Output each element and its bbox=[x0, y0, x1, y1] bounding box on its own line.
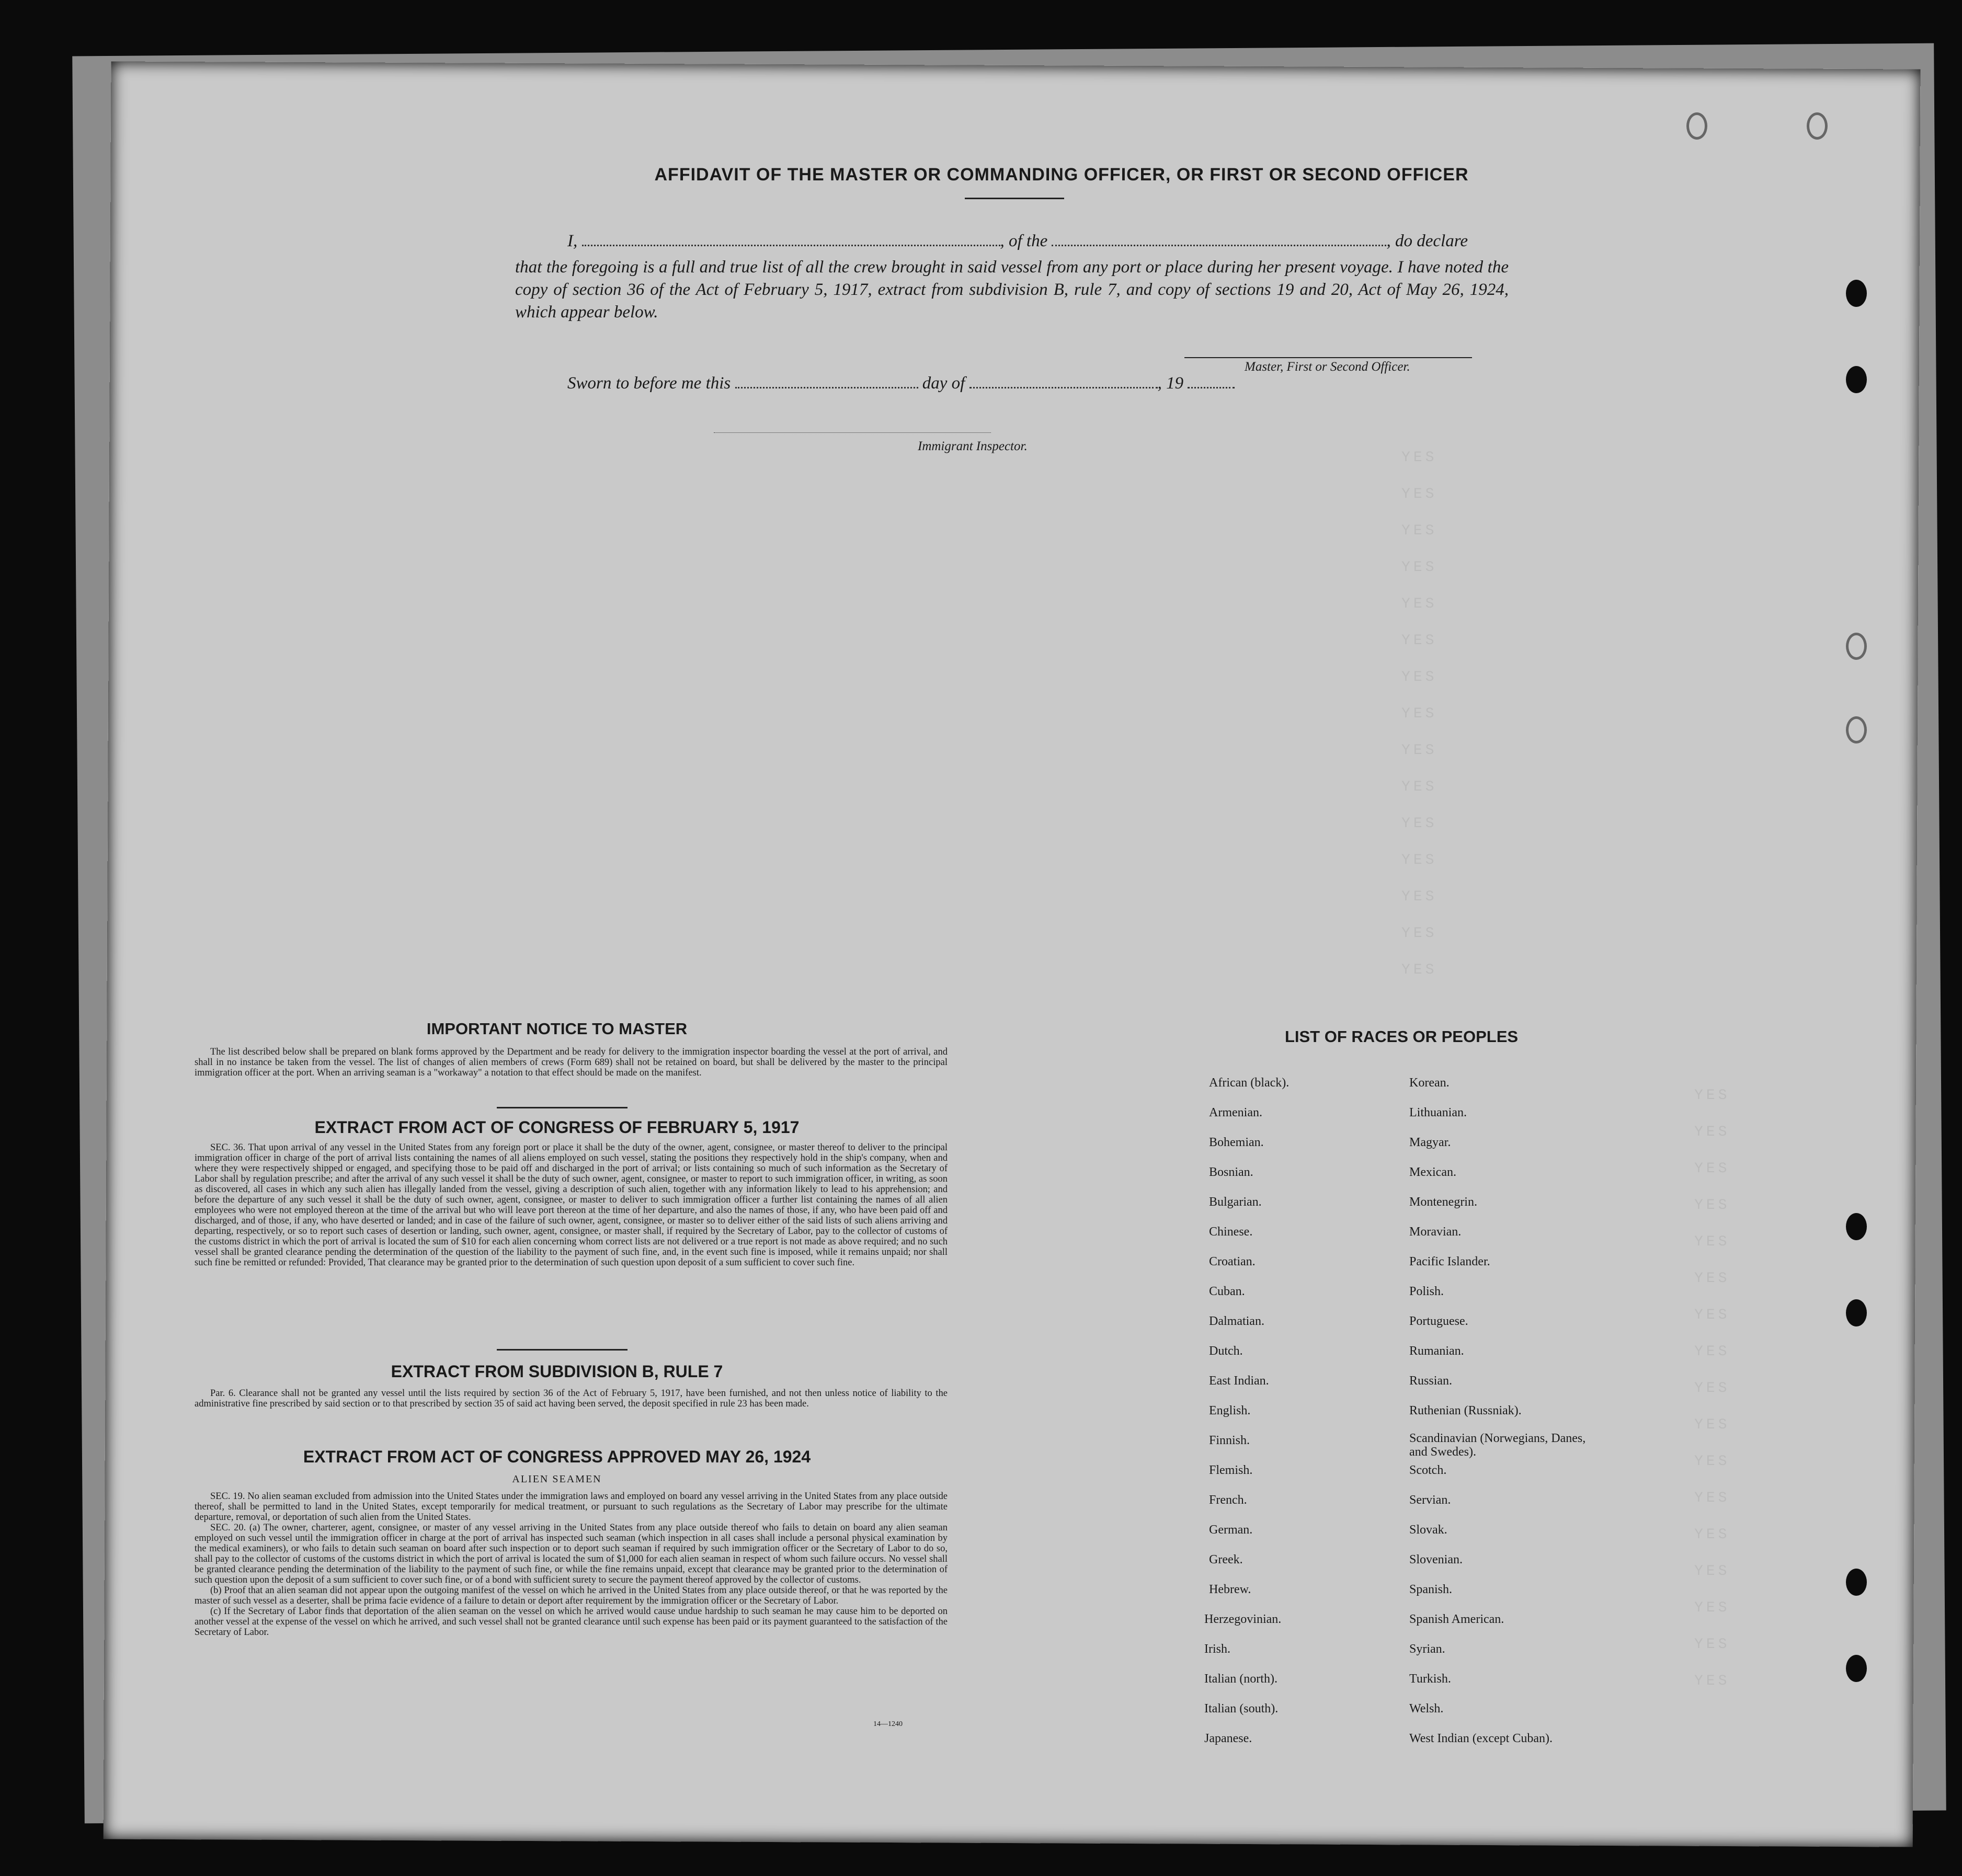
race-item: Korean. bbox=[1409, 1076, 1450, 1090]
race-item: Finnish. bbox=[1209, 1434, 1250, 1447]
race-item: Italian (south). bbox=[1204, 1702, 1279, 1715]
race-item: Bosnian. bbox=[1209, 1165, 1253, 1179]
race-item: Italian (north). bbox=[1204, 1672, 1277, 1686]
race-item: Japanese. bbox=[1204, 1732, 1252, 1745]
race-item: Portuguese. bbox=[1409, 1314, 1468, 1328]
of-the-label: , of the bbox=[1000, 232, 1048, 250]
officer-name-field[interactable] bbox=[582, 230, 1000, 246]
declaration-line bbox=[567, 230, 1509, 251]
sec-20a-paragraph: SEC. 20. (a) The owner, charterer, agent, consignee, or master of any vessel arriving in the United States from any place outside thereof who fails to detain on board any alien seaman employed on such vessel until the immigration officer in charge at the port of arrival has inspected such seaman (which inspection in all cases shall include a personal physical examination by the medical examiners), or who fails to detain such seaman on board after such inspection or to deport such seaman if required by such immigration officer or the Secretary of Labor to do so, shall pay to the collector of customs of the customs district in which the port of arrival is located the sum of $1,000 for each alien seaman in respect of whom such failure occurs. No vessel shall be granted clearance pending the determination of the liability to the payment of such fine, or while the fine remains unpaid, except that clearance may be granted prior to the determination of such question upon the deposit of a sum sufficient to cover such fine, or of a bond with sufficient surety to secure the payment thereof approved by the collector of customs. bbox=[195, 1523, 948, 1585]
race-item: Slovak. bbox=[1409, 1523, 1447, 1537]
race-item: Bohemian. bbox=[1209, 1136, 1264, 1149]
race-item: African (black). bbox=[1209, 1076, 1290, 1090]
races-title: LIST OF RACES OR PEOPLES bbox=[1284, 1027, 1519, 1046]
year-field[interactable] bbox=[1188, 372, 1235, 388]
race-item: Montenegrin. bbox=[1409, 1195, 1477, 1209]
race-item: Mexican. bbox=[1409, 1165, 1456, 1179]
race-item: Welsh. bbox=[1409, 1702, 1444, 1715]
month-field[interactable] bbox=[969, 372, 1158, 388]
sec-19-paragraph: SEC. 19. No alien seaman excluded from admission into the United States under the immigration laws and employed on board any vessel arriving in the United States from any place outside thereof, shall be permitted to land in the United States, except temporarily for medical treatment, or pursuant to such regulations as the Secretary of Labor may prescribe for the ultimate departure, removal, or deportation of such alien from the United States. bbox=[195, 1491, 948, 1523]
race-item: Croatian. bbox=[1209, 1255, 1256, 1268]
race-item: Slovenian. bbox=[1409, 1553, 1463, 1566]
section-divider bbox=[497, 1349, 628, 1351]
year-label: , 19 bbox=[1157, 374, 1184, 393]
race-item: Flemish. bbox=[1209, 1463, 1253, 1477]
race-item: Servian. bbox=[1409, 1493, 1451, 1507]
race-item: Cuban. bbox=[1209, 1285, 1245, 1298]
race-item: Magyar. bbox=[1409, 1136, 1451, 1149]
extract-1924-title: EXTRACT FROM ACT OF CONGRESS APPROVED MAY 26, 1924 bbox=[303, 1447, 811, 1466]
race-item: Greek. bbox=[1209, 1553, 1243, 1566]
race-item: Chinese. bbox=[1209, 1225, 1253, 1239]
declare-label: , do declare bbox=[1386, 232, 1468, 250]
race-item: Syrian. bbox=[1409, 1642, 1445, 1656]
race-item: Hebrew. bbox=[1209, 1583, 1251, 1596]
inspector-label: Immigrant Inspector. bbox=[918, 439, 1028, 453]
affidavit-body: that the foregoing is a full and true list of all the crew brought in said vessel from any port or place during her present voyage. I have noted the copy of section 36 of the Act of February 5, 1917, extract from subdivision B, rule 7, and copy of sections 19 and 20, Act of May 26, 1924, which appear below. bbox=[515, 258, 1509, 322]
signature-label: Master, First or Second Officer. bbox=[1245, 360, 1410, 374]
race-item: East Indian. bbox=[1209, 1374, 1269, 1388]
sworn-line bbox=[567, 372, 1299, 393]
sec-36-paragraph: SEC. 36. That upon arrival of any vessel in the United States from any foreign port or place it shall be the duty of the owner, agent, consignee, or master thereof to deliver to the principal immigration officer in charge of the port of arrival lists containing the names of all aliens employed on such vessel, stating the positions they respectively hold in the ship's company, when and where they were respectively shipped or engaged, and specifying those to be paid off and discharged in the port of arrival; or lists containing so much of such information as the Secretary of Labor shall by regulation prescribe; and after the arrival of any such vessel it shall be the duty of such owner, agent, consignee, or master to report to such immigration officer, in writing, as soon as discovered, all cases in which any such alien has illegally landed from the vessel, giving a description of such alien, together with any information likely to lead to his apprehension; and before the departure of any such vessel it shall be the duty of such owner, agent, consignee, or master to deliver to such immigration officer a further list containing the names of all alien employees who were not employed thereon at the time of the arrival but who will leave port thereon at the time of her departure, and also the names of those, if any, who have been paid off and discharged, and of those, if any, who have deserted or landed; and in case of the failure of such owner, agent, consignee, or master so to deliver either of the said lists of such aliens arriving and departing, respectively, or so to report such cases of desertion or landing, such owner, agent, consignee, or master shall, if required by the Secretary of Labor, pay to the collector of customs of the customs district in which the port of arrival is located the sum of $10 for each alien concerning whom correct lists are not delivered or a true report is not made as above required; and no such vessel shall be granted clearance pending the determination of the question of the liability to the payment of such fine, and, in the event such fine is imposed, while it remains unpaid; nor shall such fine be remitted or refunded: Provided, That clearance may be granted prior to the determination of such question upon deposit of a sum sufficient to cover such fine. bbox=[195, 1142, 948, 1268]
title-divider bbox=[965, 198, 1064, 199]
race-item: Moravian. bbox=[1409, 1225, 1462, 1239]
race-item: Rumanian. bbox=[1409, 1344, 1464, 1358]
race-item: French. bbox=[1209, 1493, 1247, 1507]
i-label: I, bbox=[567, 232, 578, 250]
race-item: German. bbox=[1209, 1523, 1253, 1537]
extract-1917-title: EXTRACT FROM ACT OF CONGRESS OF FEBRUARY 5, 1917 bbox=[314, 1118, 800, 1137]
race-item: Russian. bbox=[1409, 1374, 1453, 1388]
binder-hole bbox=[1807, 112, 1828, 140]
binder-hole bbox=[1846, 633, 1867, 660]
race-item: Herzegovinian. bbox=[1204, 1612, 1282, 1626]
binder-hole bbox=[1846, 1569, 1867, 1596]
race-item: Scotch. bbox=[1409, 1463, 1447, 1477]
extract-1924-text bbox=[195, 1491, 948, 1638]
bleed-through: YES YES YES YES YES YES YES YES YES YES YES YES YES YES YES YES YES YES YES YES YES YES YES YES YES YES YES YES YES YES YES YES bbox=[1401, 450, 1730, 1689]
race-item: Bulgarian. bbox=[1209, 1195, 1262, 1209]
signature-line[interactable] bbox=[1184, 357, 1472, 358]
affidavit-title: AFFIDAVIT OF THE MASTER OR COMMANDING OFFICER, OR FIRST OR SECOND OFFICER bbox=[654, 165, 1469, 185]
race-item: Lithuanian. bbox=[1409, 1106, 1467, 1119]
inspector-signature-line[interactable] bbox=[714, 431, 991, 433]
par-6-paragraph: Par. 6. Clearance shall not be granted any vessel until the lists required by section 36 of the Act of February 5, 1917, have been furnished, and not then unless notice of liability to the administrative fine prescribed by said section or to that prescribed by section 35 of said act having been served, the deposit specified in rule 23 has been made. bbox=[195, 1388, 948, 1409]
binder-hole bbox=[1846, 1655, 1867, 1682]
sec-20b-paragraph: (b) Proof that an alien seaman did not appear upon the outgoing manifest of the vessel on which he arrived in the United States from any place outside thereof, or that he was reported by the master of such vessel as a deserter, shall be prima facie evidence of a failure to detain or deport after requirement by the immigration officer or the Secretary of Labor. bbox=[195, 1585, 948, 1606]
day-field[interactable] bbox=[735, 372, 918, 388]
binder-hole bbox=[1846, 280, 1867, 307]
binder-hole bbox=[1846, 1299, 1867, 1326]
subdivision-b-title: EXTRACT FROM SUBDIVISION B, RULE 7 bbox=[391, 1362, 723, 1381]
sec-20c-paragraph: (c) If the Secretary of Labor finds that deportation of the alien seaman on the vessel on which he arrived would cause undue hardship to such seaman he may cause him to be deported on another vessel at the expense of the vessel on which he arrived, and such vessel shall not be granted clearance until such expense has been paid or its payment guaranteed to the satisfaction of the Secretary of Labor. bbox=[195, 1606, 948, 1638]
race-item: West Indian (except Cuban). bbox=[1409, 1732, 1553, 1745]
vessel-name-field[interactable] bbox=[1052, 230, 1386, 246]
race-item: Scandinavian (Norwegians, Danes, and Swedes). bbox=[1409, 1432, 1586, 1459]
race-item: Polish. bbox=[1409, 1285, 1444, 1298]
race-item: Dalmatian. bbox=[1209, 1314, 1264, 1328]
section-divider bbox=[497, 1107, 628, 1108]
binder-hole bbox=[1846, 1213, 1867, 1240]
sworn-label: Sworn to before me this bbox=[567, 374, 731, 393]
binder-hole bbox=[1846, 366, 1867, 393]
form-number: 14—1240 bbox=[873, 1720, 903, 1728]
binder-hole bbox=[1686, 112, 1707, 140]
race-item: Dutch. bbox=[1209, 1344, 1243, 1358]
subdivision-b-text bbox=[195, 1388, 948, 1409]
race-item: Pacific Islander. bbox=[1409, 1255, 1490, 1268]
race-item: Ruthenian (Russniak). bbox=[1409, 1404, 1522, 1417]
day-of-label: day of bbox=[922, 374, 965, 393]
notice-paragraph: The list described below shall be prepared on blank forms approved by the Department and be ready for delivery to the immigration inspector boarding the vessel at the port of arrival, and shall in no instance be taken from the vessel. The list of changes of alien members of crews (Form 689) shall not be retained on board, but shall be delivered by the master to the principal immigration officer at the port. When an arriving seaman is a "workaway" a notation to that effect should be made on the manifest. bbox=[195, 1047, 948, 1078]
extract-1917-text bbox=[195, 1142, 948, 1268]
notice-title: IMPORTANT NOTICE TO MASTER bbox=[426, 1020, 688, 1038]
race-item: Armenian. bbox=[1209, 1106, 1262, 1119]
alien-seamen-subtitle: ALIEN SEAMEN bbox=[512, 1473, 602, 1485]
notice-text bbox=[195, 1047, 948, 1078]
race-item: English. bbox=[1209, 1404, 1251, 1417]
race-item: Spanish American. bbox=[1409, 1612, 1504, 1626]
race-item: Irish. bbox=[1204, 1642, 1230, 1656]
race-item: Spanish. bbox=[1409, 1583, 1453, 1596]
binder-hole bbox=[1846, 716, 1867, 743]
race-item: Turkish. bbox=[1409, 1672, 1451, 1686]
